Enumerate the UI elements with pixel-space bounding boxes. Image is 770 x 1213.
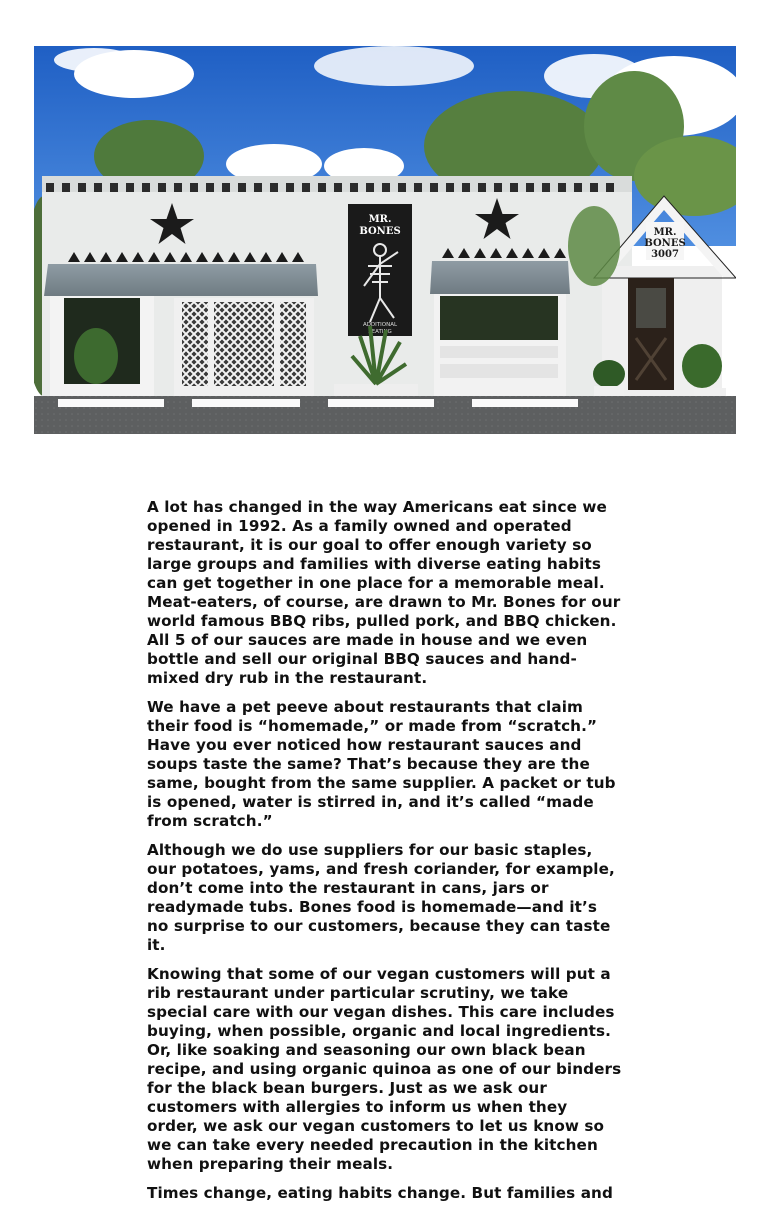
restaurant-storefront-photo	[34, 46, 736, 434]
entrance-sign-line-1: MR.	[653, 227, 677, 238]
poster-caption-line-2: SEATING	[368, 329, 392, 335]
lattice-door-center	[214, 302, 274, 386]
article-paragraph: We have a pet peeve about restaurants that claim their food is “homemade,” or made from “scratch.” Have you ever noticed how restaurant sauces and soups taste the same? That’s because they are the same, bought from the same supplier. A packet or tub is opened, water is stirred in, and it’s called “made from scratch.”	[147, 698, 616, 830]
article-paragraph: Knowing that some of our vegan customers will put a rib restaurant under particular scrutiny, we take special care with our vegan dishes. This care includes buying, when possible, organic and local ingredients. Or, like soaking and seasoning our own black bean recipe, and using organic quinoa as one of our binders for the black bean burgers. Just as we ask our customers with allergies to inform us when they order, we ask our vegan customers to let us know so we can take every needed precaution in the kitchen when preparing their meals.	[147, 965, 622, 1173]
lattice-door-right	[280, 302, 306, 386]
window-right	[440, 296, 558, 340]
article-paragraph: Although we do use suppliers for our basic staples, our potatoes, yams, and fresh coriander, for example, don’t come into the restaurant in cans, jars or readymade tubs. Bones food is homemade—and it’s no surprise to our customers, because they can taste it.	[147, 841, 615, 954]
article-paragraph: A lot has changed in the way Americans eat since we opened in 1992. As a family owned and operated restaurant, it is our goal to offer enough variety so large groups and families with diverse eating habits can get together in one place for a memorable meal. Meat-eaters, of course, are drawn to Mr. Bones for our world famous BBQ ribs, pulled pork, and BBQ chicken. All 5 of our sauces are made in house and we even bottle and sell our original BBQ sauces and hand-mixed dry rub in the restaurant.	[147, 498, 621, 687]
article-paragraph: Times change, eating habits change. But families and	[147, 1184, 613, 1202]
lattice-door-left	[182, 302, 208, 386]
awning-right	[430, 261, 570, 294]
poster-caption-line-1: ADDITIONAL	[362, 322, 398, 328]
poster-title-line-1: MR.	[368, 214, 392, 225]
entrance-sign-line-2: BONES	[644, 238, 686, 249]
awning-left	[44, 264, 318, 296]
entrance-sign-number: 3007	[651, 249, 679, 260]
poster-title-line-2: BONES	[359, 226, 401, 237]
about-article	[147, 498, 623, 1213]
